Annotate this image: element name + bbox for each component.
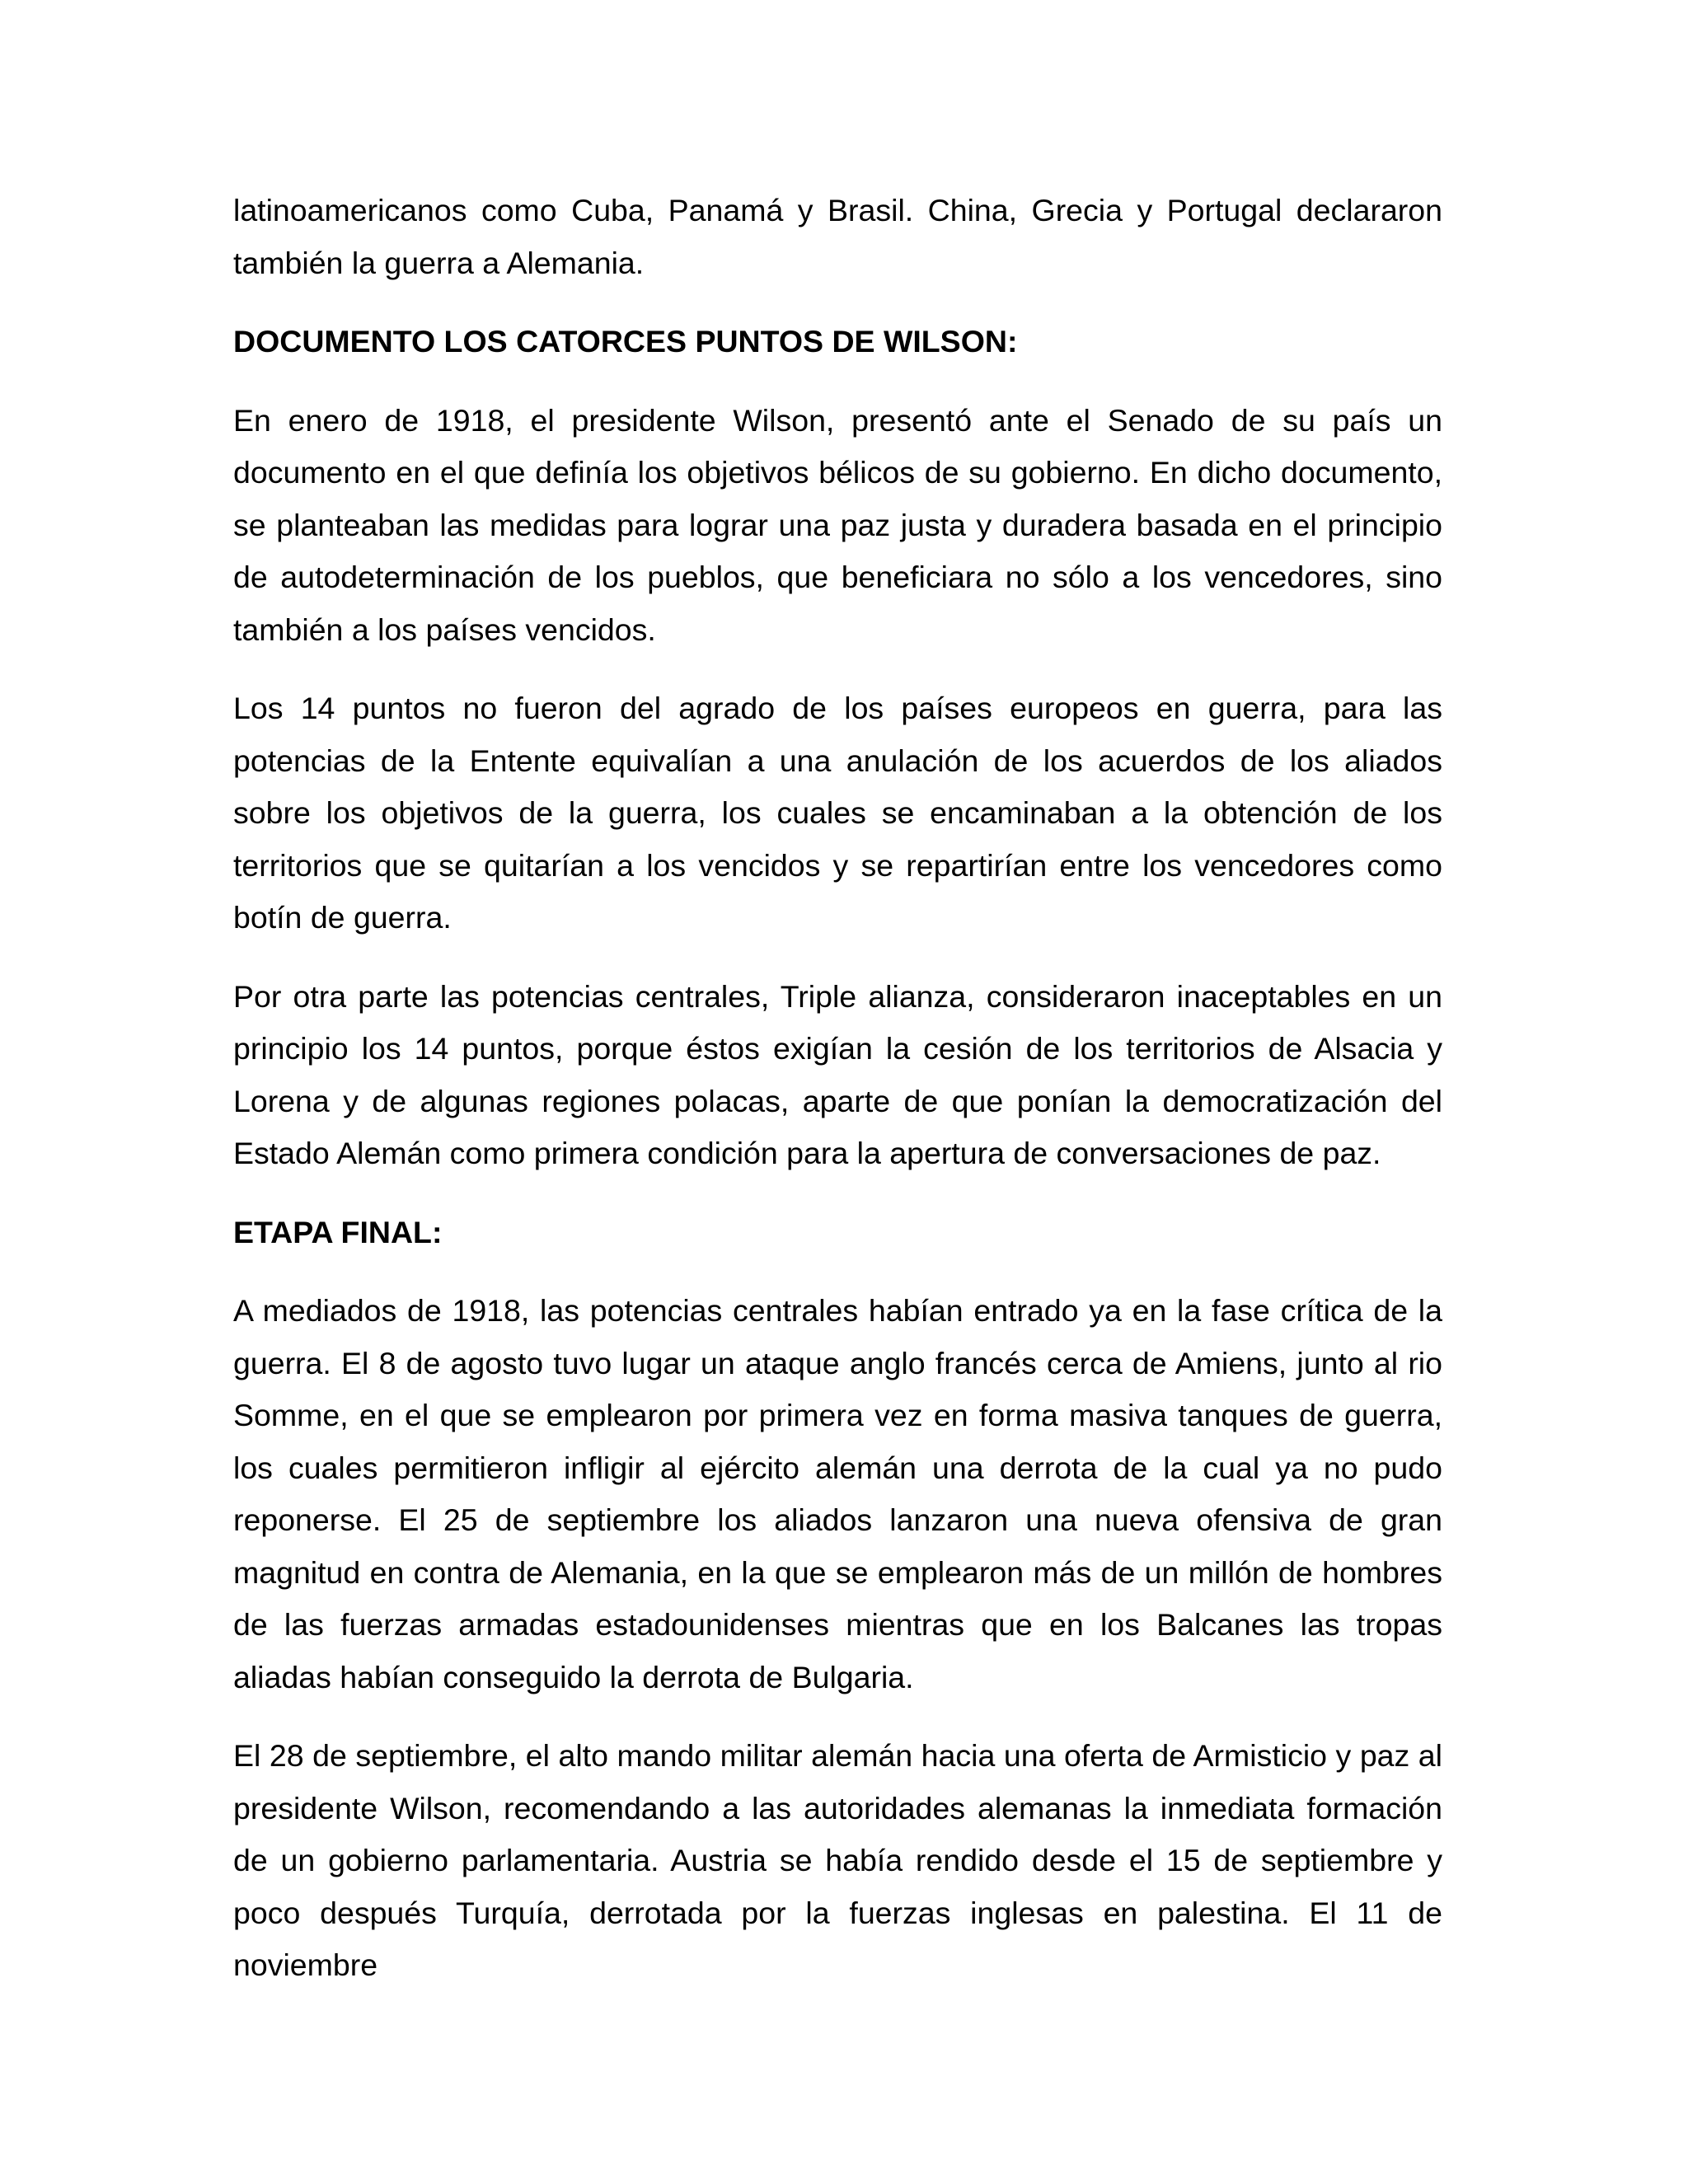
paragraph-latinoamerica: latinoamericanos como Cuba, Panamá y Brasil. China, Grecia y Portugal declararon también la guerra a Alemania.	[233, 193, 1442, 280]
paragraph-potencias-centrales: Por otra parte las potencias centrales, Triple alianza, consideraron inaceptables en un principio los 14 puntos, porque éstos exigían la cesión de los territorios de Alsacia y Lorena y de algunas regiones polacas, aparte de que ponían la democratización del Estado Alemán como primera condición para la apertura de conversaciones de paz.	[233, 978, 1442, 1170]
heading-catorce-puntos: DOCUMENTO LOS CATORCES PUNTOS DE WILSON:	[233, 324, 1018, 359]
paragraph-wilson-senado: En enero de 1918, el presidente Wilson, presentó ante el Senado de su país un documento en el que definía los objetivos bélicos de su gobierno. En dicho documento, se planteaban las medidas para lograr una paz justa y duradera basada en el principio de autodeterminación de los pueblos, que beneficiara no sólo a los vencedores, sino también a los países vencidos.	[233, 402, 1442, 647]
heading-etapa-final: ETAPA FINAL:	[233, 1214, 443, 1249]
paragraph-14-puntos-entente: Los 14 puntos no fueron del agrado de los países europeos en guerra, para las potencias de la Entente equivalían a una anulación de los acuerdos de los aliados sobre los objetivos de la guerra, los cuales se encaminaban a la obtención de los territorios que se quitarían a los vencidos y se repartirían entre los vencedores como botín de guerra.	[233, 691, 1442, 935]
paragraph-mediados-1918: A mediados de 1918, las potencias centrales habían entrado ya en la fase crítica de la guerra. El 8 de agosto tuvo lugar un ataque anglo francés cerca de Amiens, junto al rio Somme, en el que se emplearon por primera vez en forma masiva tanques de guerra, los cuales permitieron infligir al ejército alemán una derrota de la cual ya no pudo reponerse. El 25 de septiembre los aliados lanzaron una nueva ofensiva de gran magnitud en contra de Alemania, en la que se emplearon más de un millón de hombres de las fuerzas armadas estadounidenses mientras que en los Balcanes las tropas aliadas habían conseguido la derrota de Bulgaria.	[233, 1293, 1442, 1694]
document-page	[233, 185, 1442, 2018]
paragraph-28-septiembre: El 28 de septiembre, el alto mando militar alemán hacia una oferta de Armisticio y paz al presidente Wilson, recomendando a las autoridades alemanas la inmediata formación de un gobierno parlamentaria. Austria se había rendido desde el 15 de septiembre y poco después Turquía, derrotada por la fuerzas inglesas en palestina. El 11 de noviembre	[233, 1738, 1442, 1982]
